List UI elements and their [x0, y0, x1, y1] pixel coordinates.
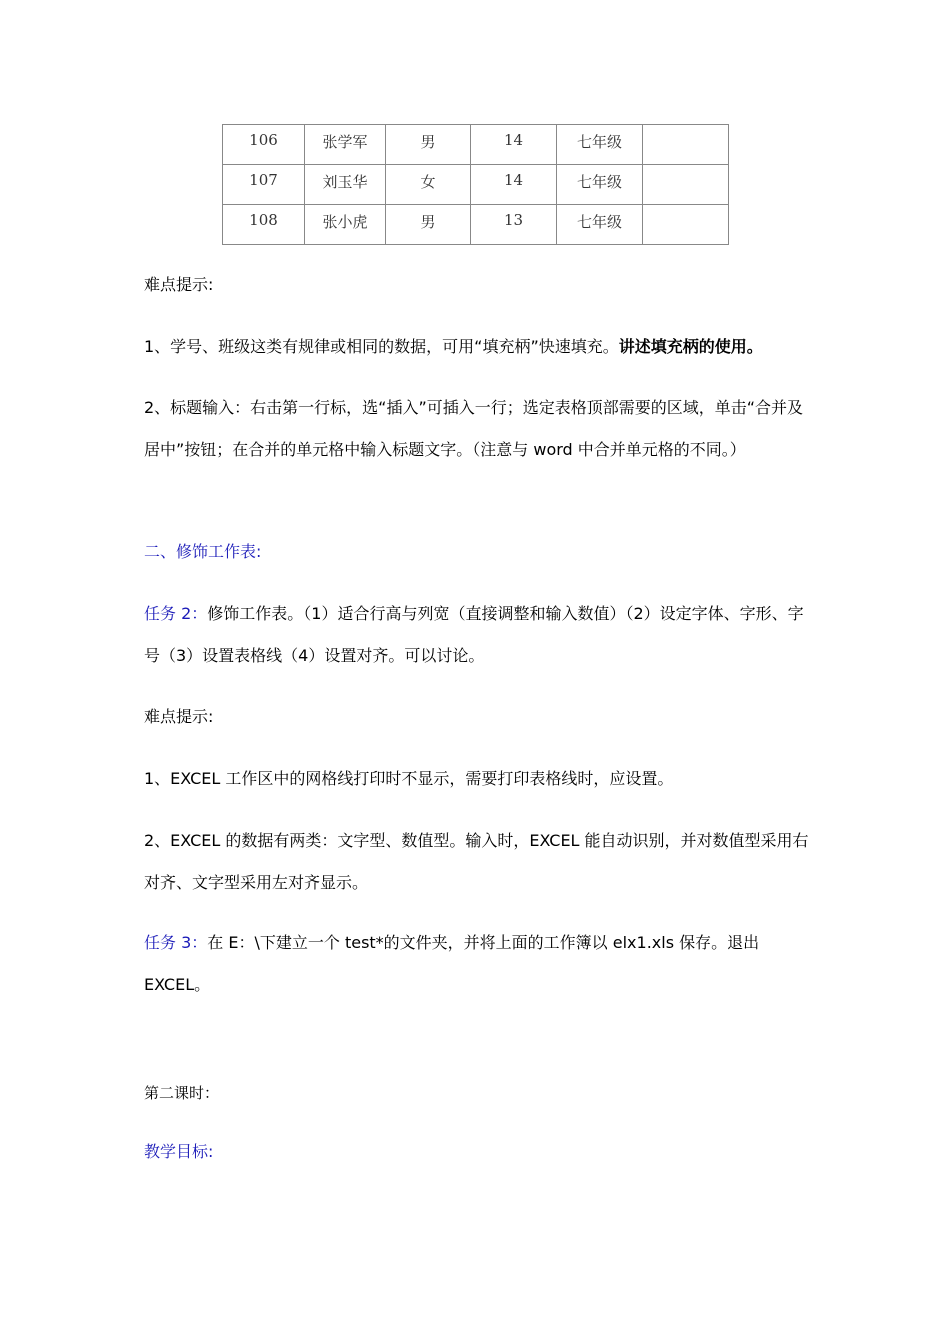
lesson-2-title: 第二课时： — [144, 1084, 220, 1102]
table-cell: 女 — [386, 165, 471, 205]
hint-item-1-text: 1、学号、班级这类有规律或相同的数据，可用“填充柄”快速填充。 — [144, 337, 619, 356]
hint-title-2: 难点提示: — [144, 707, 214, 726]
hint2-item-1: 1、EXCEL 工作区中的网格线打印时不显示，需要打印表格线时，应设置。 — [144, 769, 674, 788]
task-3-label: 任务 3： — [144, 933, 208, 952]
table-cell: 七年级 — [557, 125, 643, 165]
table-cell: 七年级 — [557, 165, 643, 205]
table-cell: 107 — [223, 165, 305, 205]
task-3 — [144, 922, 814, 1006]
hint-item-2: 2、标题输入：右击第一行标，选“插入”可插入一行；选定表格顶部需要的区域，单击“合并及居中”按钮；在合并的单元格中输入标题文字。（注意与 word 中合并单元格的不同。） — [144, 398, 804, 459]
table-row — [223, 165, 729, 205]
table-row — [223, 205, 729, 245]
table-cell — [643, 125, 729, 165]
task-2-label: 任务 2： — [144, 604, 208, 623]
table-cell: 106 — [223, 125, 305, 165]
hint-item-1-bold: 讲述填充柄的使用。 — [618, 337, 763, 356]
table-cell: 男 — [386, 125, 471, 165]
table-cell — [643, 165, 729, 205]
task-3-text: 在 E：\下建立一个 test*的文件夹，并将上面的工作簿以 elx1.xls 保存。退出 EXCEL。 — [144, 933, 760, 994]
table-cell: 刘玉华 — [305, 165, 386, 205]
table-cell: 14 — [471, 125, 557, 165]
section-title-2: 二、修饰工作表: — [144, 542, 262, 561]
table-cell: 七年级 — [557, 205, 643, 245]
task-2 — [144, 593, 814, 677]
table-cell: 男 — [386, 205, 471, 245]
hint2-item-2: 2、EXCEL 的数据有两类：文字型、数值型。输入时，EXCEL 能自动识别，并对数值型采用右对齐、文字型采用左对齐显示。 — [144, 831, 809, 892]
table-cell: 张学军 — [305, 125, 386, 165]
hint-title-1: 难点提示: — [144, 275, 214, 294]
table-cell: 13 — [471, 205, 557, 245]
table-cell: 14 — [471, 165, 557, 205]
objectives-title: 教学目标: — [144, 1142, 214, 1161]
student-table-body — [223, 125, 729, 245]
table-cell: 108 — [223, 205, 305, 245]
table-row — [223, 125, 729, 165]
student-table — [222, 124, 729, 245]
table-cell — [643, 205, 729, 245]
table-cell: 张小虎 — [305, 205, 386, 245]
hint-item-1 — [144, 326, 814, 368]
task-2-text: 修饰工作表。（1）适合行高与列宽（直接调整和输入数值）（2）设定字体、字形、字号（3）设置表格线（4）设置对齐。可以讨论。 — [144, 604, 804, 665]
